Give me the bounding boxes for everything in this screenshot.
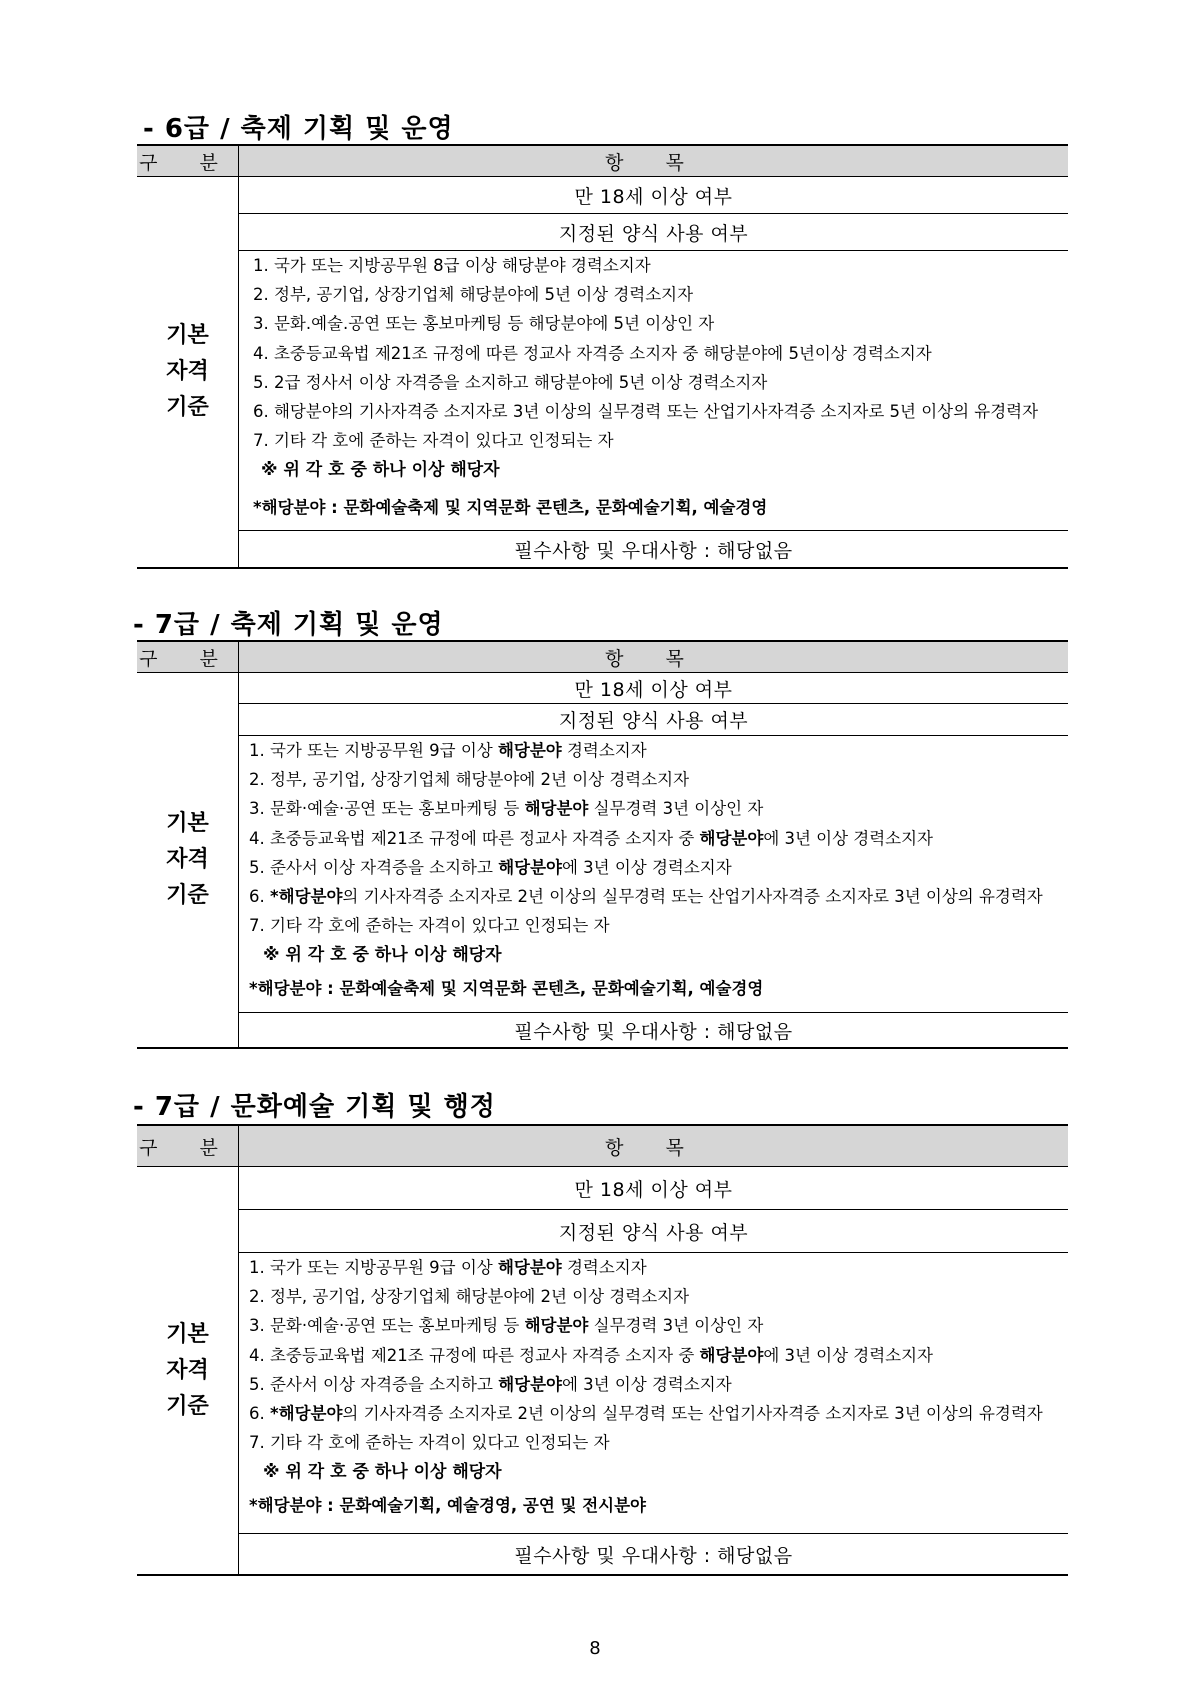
- list-item: 7. 기타 각 호에 준하는 자격이 있다고 인정되는 자: [249, 916, 610, 936]
- field-line: [253, 495, 1068, 521]
- field-value: 문화예술축제 및 지역문화 콘텐츠, 문화예술기획, 예술경영: [339, 979, 764, 999]
- list-item: 4. 초중등교육법 제21조 규정에 따른 정교사 자격증 소지자 중 해당분야에 3년 이상 경력소지자: [249, 828, 933, 848]
- note: ※ 위 각 호 중 하나 이상 해당자: [263, 1462, 502, 1483]
- requirements-table: [137, 1124, 1068, 1576]
- page-number: 8: [589, 1638, 601, 1659]
- list-item: 5. 준사서 이상 자격증을 소지하고 해당분야에 3년 이상 경력소지자: [249, 1374, 732, 1394]
- qualification-list: [239, 736, 1069, 1013]
- list-item: 3. 문화.예술.공연 또는 홍보마케팅 등 해당분야에 5년 이상인 자: [253, 314, 715, 334]
- section-title: - 7급 / 축제 기획 및 운영: [133, 610, 444, 640]
- list-item: 5. 준사서 이상 자격증을 소지하고 해당분야에 3년 이상 경력소지자: [249, 857, 732, 877]
- preference-row: 필수사항 및 우대사항 : 해당없음: [239, 1534, 1069, 1576]
- row-label: 기본 자격 기준: [137, 1167, 239, 1576]
- row-label: 기본 자격 기준: [137, 177, 239, 569]
- form-row: 지정된 양식 사용 여부: [239, 704, 1069, 736]
- list-item: 3. 문화·예술·공연 또는 홍보마케팅 등 해당분야 실무경력 3년 이상인 자: [249, 799, 764, 819]
- header-items: 항 목: [239, 145, 1069, 177]
- list-item: 4. 초중등교육법 제21조 규정에 따른 정교사 자격증 소지자 중 해당분야에 5년이상 경력소지자: [253, 343, 932, 363]
- note: ※ 위 각 호 중 하나 이상 해당자: [261, 460, 500, 481]
- header-items: 항 목: [239, 641, 1069, 673]
- list-item: 5. 2급 정사서 이상 자격증을 소지하고 해당분야에 5년 이상 경력소지자: [253, 372, 768, 392]
- requirements-table: [137, 144, 1068, 569]
- field-label: *해당분야 :: [253, 498, 338, 518]
- list-item: 2. 정부, 공기업, 상장기업체 해당분야에 5년 이상 경력소지자: [253, 285, 694, 305]
- section-title: - 6급 / 축제 기획 및 운영: [143, 114, 454, 144]
- age-row: 만 18세 이상 여부: [239, 673, 1069, 704]
- age-row: 만 18세 이상 여부: [239, 1167, 1069, 1210]
- preference-row: 필수사항 및 우대사항 : 해당없음: [239, 1013, 1069, 1049]
- list-item: 7. 기타 각 호에 준하는 자격이 있다고 인정되는 자: [253, 431, 614, 451]
- list-item: 1. 국가 또는 지방공무원 9급 이상 해당분야 경력소지자: [249, 1258, 647, 1277]
- list-item: 2. 정부, 공기업, 상장기업체 해당분야에 2년 이상 경력소지자: [249, 1287, 690, 1307]
- list-item: 4. 초중등교육법 제21조 규정에 따른 정교사 자격증 소지자 중 해당분야에 3년 이상 경력소지자: [249, 1345, 933, 1365]
- section-title: - 7급 / 문화예술 기획 및 행정: [133, 1092, 496, 1122]
- list-item: 2. 정부, 공기업, 상장기업체 해당분야에 2년 이상 경력소지자: [249, 770, 690, 790]
- list-item: 1. 국가 또는 지방공무원 8급 이상 해당분야 경력소지자: [253, 256, 651, 275]
- header-category: 구 분: [137, 145, 239, 177]
- note: ※ 위 각 호 중 하나 이상 해당자: [263, 945, 502, 966]
- field-line: [249, 976, 1068, 1002]
- list-item: 6. *해당분야의 기사자격증 소지자로 2년 이상의 실무경력 또는 산업기사자격증 소지자로 3년 이상의 유경력자: [249, 1404, 1043, 1424]
- header-category: 구 분: [137, 1125, 239, 1167]
- list-item: 3. 문화·예술·공연 또는 홍보마케팅 등 해당분야 실무경력 3년 이상인 자: [249, 1316, 764, 1336]
- field-label: *해당분야 :: [249, 979, 334, 999]
- qualification-list: [239, 251, 1069, 531]
- field-line: [249, 1493, 1068, 1519]
- field-value: 문화예술축제 및 지역문화 콘텐츠, 문화예술기획, 예술경영: [343, 498, 768, 518]
- qualification-list: [239, 1253, 1069, 1534]
- row-label: 기본 자격 기준: [137, 673, 239, 1049]
- preference-row: 필수사항 및 우대사항 : 해당없음: [239, 531, 1069, 569]
- list-item: 1. 국가 또는 지방공무원 9급 이상 해당분야 경력소지자: [249, 741, 647, 760]
- field-label: *해당분야 :: [249, 1496, 334, 1516]
- field-value: 문화예술기획, 예술경영, 공연 및 전시분야: [339, 1496, 646, 1516]
- age-row: 만 18세 이상 여부: [239, 177, 1069, 214]
- header-category: 구 분: [137, 641, 239, 673]
- requirements-table: [137, 640, 1068, 1049]
- list-item: 6. *해당분야의 기사자격증 소지자로 2년 이상의 실무경력 또는 산업기사자격증 소지자로 3년 이상의 유경력자: [249, 887, 1043, 907]
- list-item: 7. 기타 각 호에 준하는 자격이 있다고 인정되는 자: [249, 1433, 610, 1453]
- list-item: 6. 해당분야의 기사자격증 소지자로 3년 이상의 실무경력 또는 산업기사자격증 소지자로 5년 이상의 유경력자: [253, 402, 1039, 422]
- form-row: 지정된 양식 사용 여부: [239, 214, 1069, 251]
- form-row: 지정된 양식 사용 여부: [239, 1210, 1069, 1253]
- header-items: 항 목: [239, 1125, 1069, 1167]
